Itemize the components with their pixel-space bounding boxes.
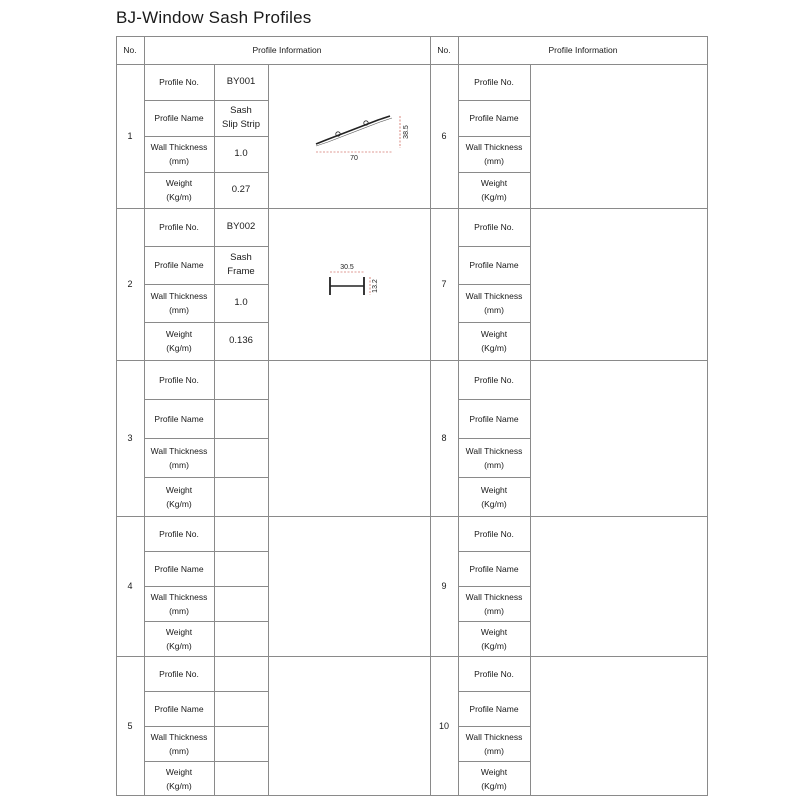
header-profile-info-right: Profile Information: [548, 45, 618, 55]
label-wall-thickness-right: Wall Thickness (mm): [465, 591, 523, 616]
label-profile-name-left: Profile Name: [154, 413, 204, 424]
label-weight-left: Weight (Kg/m): [165, 484, 193, 509]
value-profile-no: BY001: [226, 76, 256, 87]
dimension-label-height: 38.5: [403, 125, 410, 139]
label-wall-thickness-right: Wall Thickness (mm): [465, 731, 523, 756]
label-profile-no-right: Profile No.: [474, 77, 514, 87]
header-profile-info-left: Profile Information: [252, 45, 322, 55]
value-weight: 0.136: [229, 335, 253, 346]
value-col-divider-left: [268, 516, 269, 656]
label-weight-right: Weight (Kg/m): [480, 766, 508, 791]
label-profile-no-right: Profile No.: [474, 528, 514, 539]
row-number-right: 10: [438, 721, 449, 731]
label-col-divider-right: [530, 208, 531, 360]
label-profile-no-left: Profile No.: [159, 222, 199, 232]
label-weight-left: Weight (Kg/m): [165, 626, 193, 651]
profile-drawing-1: [268, 64, 430, 208]
label-weight-right: Weight (Kg/m): [480, 626, 508, 651]
label-wall-thickness-right: Wall Thickness (mm): [465, 291, 523, 315]
label-profile-no-left: Profile No.: [159, 528, 199, 539]
label-profile-name-left: Profile Name: [154, 563, 204, 574]
row-number-left: 5: [127, 721, 133, 731]
profile-drawing-2: [268, 208, 430, 360]
label-profile-name-right: Profile Name: [469, 703, 519, 714]
row-number-left: 3: [127, 433, 133, 443]
label-profile-no-right: Profile No.: [474, 668, 514, 679]
value-weight: 0.27: [231, 184, 251, 195]
label-col-divider-right: [530, 64, 531, 208]
dimension-label-width: 30.5: [340, 264, 354, 271]
row-number-left: 1: [127, 131, 133, 141]
profile-outline-inner: [316, 118, 392, 146]
label-wall-thickness-left: Wall Thickness (mm): [150, 291, 208, 315]
label-profile-name-left: Profile Name: [154, 260, 204, 270]
label-profile-no-right: Profile No.: [474, 222, 514, 232]
value-profile-name: Sash Slip Strip: [221, 105, 260, 130]
label-wall-thickness-left: Wall Thickness (mm): [150, 591, 208, 616]
label-profile-no-left: Profile No.: [159, 668, 199, 679]
value-profile-no: BY002: [226, 221, 256, 232]
label-profile-name-left: Profile Name: [154, 113, 204, 123]
table-border-right: [707, 36, 708, 796]
label-wall-thickness-right: Wall Thickness (mm): [465, 142, 523, 166]
label-profile-no-left: Profile No.: [159, 374, 199, 385]
label-profile-no-right: Profile No.: [474, 374, 514, 385]
row-number-right: 9: [441, 581, 447, 591]
label-profile-name-right: Profile Name: [469, 563, 519, 574]
value-col-divider-left: [268, 360, 269, 516]
label-weight-left: Weight (Kg/m): [165, 766, 193, 791]
label-weight-right: Weight (Kg/m): [480, 484, 508, 509]
header-no-left: No.: [123, 45, 137, 55]
label-wall-thickness-left: Wall Thickness (mm): [150, 731, 208, 756]
row-number-left: 4: [127, 581, 133, 591]
row-number-right: 8: [441, 433, 447, 443]
label-weight-left: Weight (Kg/m): [165, 329, 193, 353]
row-number-right: 6: [441, 131, 447, 141]
dimension-label-height: 13.2: [372, 279, 379, 293]
label-wall-thickness-right: Wall Thickness (mm): [465, 445, 523, 470]
value-col-divider-left: [268, 656, 269, 796]
row-number-right: 7: [441, 279, 447, 289]
value-wall-thickness: 1.0: [234, 148, 248, 159]
value-wall-thickness: 1.0: [234, 297, 248, 308]
label-col-divider-right: [530, 360, 531, 516]
label-wall-thickness-left: Wall Thickness (mm): [150, 142, 208, 166]
header-no-right: No.: [437, 45, 451, 55]
label-profile-name-right: Profile Name: [469, 113, 519, 123]
row-number-left: 2: [127, 279, 133, 289]
label-weight-right: Weight (Kg/m): [480, 178, 508, 202]
label-weight-left: Weight (Kg/m): [165, 178, 193, 202]
profiles-table: [116, 36, 708, 796]
dimension-label-width: 70: [350, 155, 358, 162]
label-col-divider-right: [530, 656, 531, 796]
label-profile-no-left: Profile No.: [159, 77, 199, 87]
profile-outline: [316, 116, 390, 144]
label-col-divider-right: [530, 516, 531, 656]
label-profile-name-right: Profile Name: [469, 260, 519, 270]
label-profile-name-left: Profile Name: [154, 703, 204, 714]
page-title: BJ-Window Sash Profiles: [116, 8, 312, 27]
label-weight-right: Weight (Kg/m): [480, 329, 508, 353]
label-profile-name-right: Profile Name: [469, 413, 519, 424]
value-profile-name: Sash Frame: [227, 252, 255, 277]
label-wall-thickness-left: Wall Thickness (mm): [150, 445, 208, 470]
